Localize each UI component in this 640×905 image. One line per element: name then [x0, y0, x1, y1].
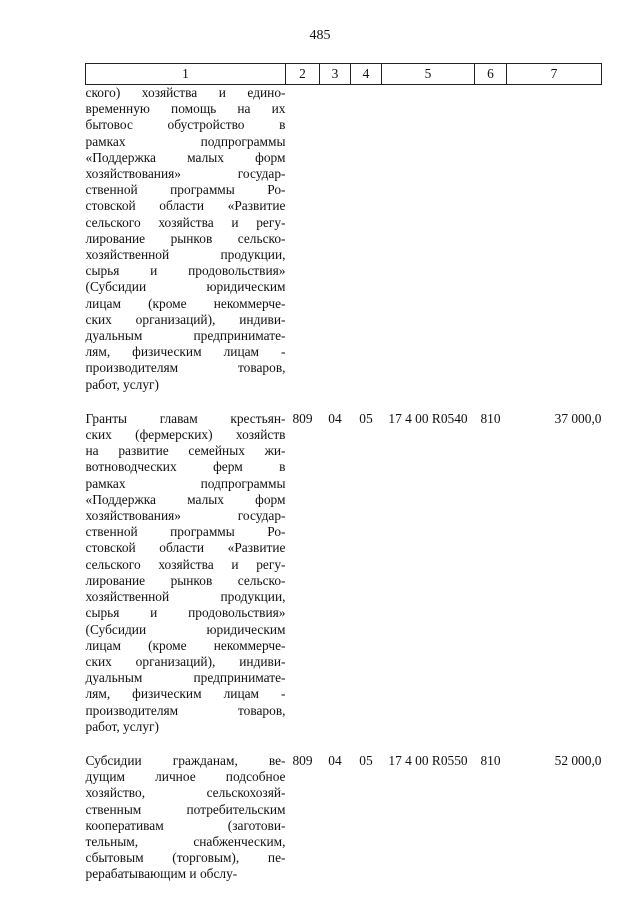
description-line: ственным потребительским	[85, 801, 286, 817]
description-line: стовской области «Развитие	[85, 540, 286, 556]
description-line: рерабатывающим и обслу-	[85, 866, 238, 882]
cell-subsection	[351, 85, 382, 393]
header-col-5: 5	[382, 64, 475, 85]
cell-expense-type: 810	[480, 752, 501, 768]
description-line: дуальным предпринимате-	[85, 328, 286, 344]
cell-subsection: 05	[359, 752, 373, 768]
cell-target-article	[382, 85, 475, 393]
description-line: хозяйствования» государ-	[85, 166, 286, 182]
header-col-2: 2	[286, 64, 320, 85]
description-line: ственной программы Ро-	[85, 524, 286, 540]
header-col-3: 3	[320, 64, 351, 85]
description-line: временную помощь на их	[85, 101, 286, 117]
description-line: «Поддержка малых форм	[85, 149, 286, 165]
cell-amount	[507, 85, 602, 393]
description-line: сельского хозяйства и регу-	[85, 214, 286, 230]
description-line: работ, услуг)	[85, 376, 159, 392]
header-col-1: 1	[86, 64, 286, 85]
cell-expense-type	[475, 85, 507, 393]
description-line: тельным, снабженческим,	[85, 833, 286, 849]
description-line: Субсидии гражданам, ве-	[85, 752, 286, 768]
cell-target-article: 17 4 00 R0540	[388, 410, 468, 426]
description-line: рамках подпрограммы	[85, 475, 286, 491]
description-line: ственной программы Ро-	[85, 182, 286, 198]
description-line: дущим личное подсобное	[85, 769, 286, 785]
description-line: хозяйственной продукции,	[85, 247, 286, 263]
description-line: (Субсидии юридическим	[85, 621, 286, 637]
header-col-6: 6	[475, 64, 507, 85]
description-line: сырья и продовольствия»	[85, 263, 286, 279]
cell-amount: 37 000,0	[554, 410, 602, 426]
cell-ministry-code: 809	[292, 752, 313, 768]
description-line: хозяйственной продукции,	[85, 589, 286, 605]
description-line: Гранты главам крестьян-	[85, 410, 286, 426]
table-row	[86, 85, 602, 393]
description-line: ских организаций), индиви-	[85, 311, 286, 327]
description-line: вотноводческих ферм в	[85, 459, 286, 475]
description-line: бытовос обустройство в	[85, 117, 286, 133]
description-line: ского) хозяйства и едино-	[85, 85, 286, 100]
row-description	[86, 85, 286, 393]
description-line: ских (фермерских) хозяйств	[85, 427, 286, 443]
description-line: лирование рынков сельско-	[85, 230, 286, 246]
cell-section	[320, 85, 351, 393]
description-line: производителям товаров,	[85, 702, 286, 718]
description-line: лицам (кроме некоммерче-	[85, 295, 286, 311]
budget-table	[85, 63, 602, 883]
cell-subsection: 05	[359, 410, 373, 426]
description-line: на развитие семейных жи-	[85, 443, 286, 459]
header-col-7: 7	[507, 64, 602, 85]
description-line: ских организаций), индиви-	[85, 653, 286, 669]
table-row	[86, 411, 602, 735]
row-description	[86, 753, 286, 883]
description-line: хозяйство, сельскохозяй-	[85, 785, 286, 801]
table-row	[86, 753, 602, 883]
description-line: лицам (кроме некоммерче-	[85, 637, 286, 653]
cell-section: 04	[328, 752, 342, 768]
description-line: стовской области «Развитие	[85, 198, 286, 214]
cell-ministry-code: 809	[292, 410, 313, 426]
header-col-4: 4	[351, 64, 382, 85]
cell-amount: 52 000,0	[554, 752, 602, 768]
cell-section: 04	[328, 410, 342, 426]
row-spacer	[86, 735, 602, 753]
description-line: сырья и продовольствия»	[85, 605, 286, 621]
row-description	[86, 411, 286, 735]
description-line: кооперативам (заготови-	[85, 817, 286, 833]
description-line: сбытовым (торговым), пе-	[85, 850, 286, 866]
cell-ministry-code	[286, 85, 320, 393]
description-line: рамках подпрограммы	[85, 133, 286, 149]
description-line: (Субсидии юридическим	[85, 279, 286, 295]
description-line: дуальным предпринимате-	[85, 670, 286, 686]
description-line: работ, услуг)	[85, 718, 159, 734]
description-line: лям, физическим лицам -	[85, 344, 286, 360]
description-line: сельского хозяйства и регу-	[85, 556, 286, 572]
row-spacer	[86, 393, 602, 411]
description-line: лирование рынков сельско-	[85, 572, 286, 588]
description-line: «Поддержка малых форм	[85, 491, 286, 507]
description-line: производителям товаров,	[85, 360, 286, 376]
cell-target-article: 17 4 00 R0550	[388, 752, 468, 768]
description-line: лям, физическим лицам -	[85, 686, 286, 702]
table-header-row	[86, 64, 602, 85]
page-number: 485	[309, 28, 331, 43]
description-line: хозяйствования» государ-	[85, 508, 286, 524]
cell-expense-type: 810	[480, 410, 501, 426]
